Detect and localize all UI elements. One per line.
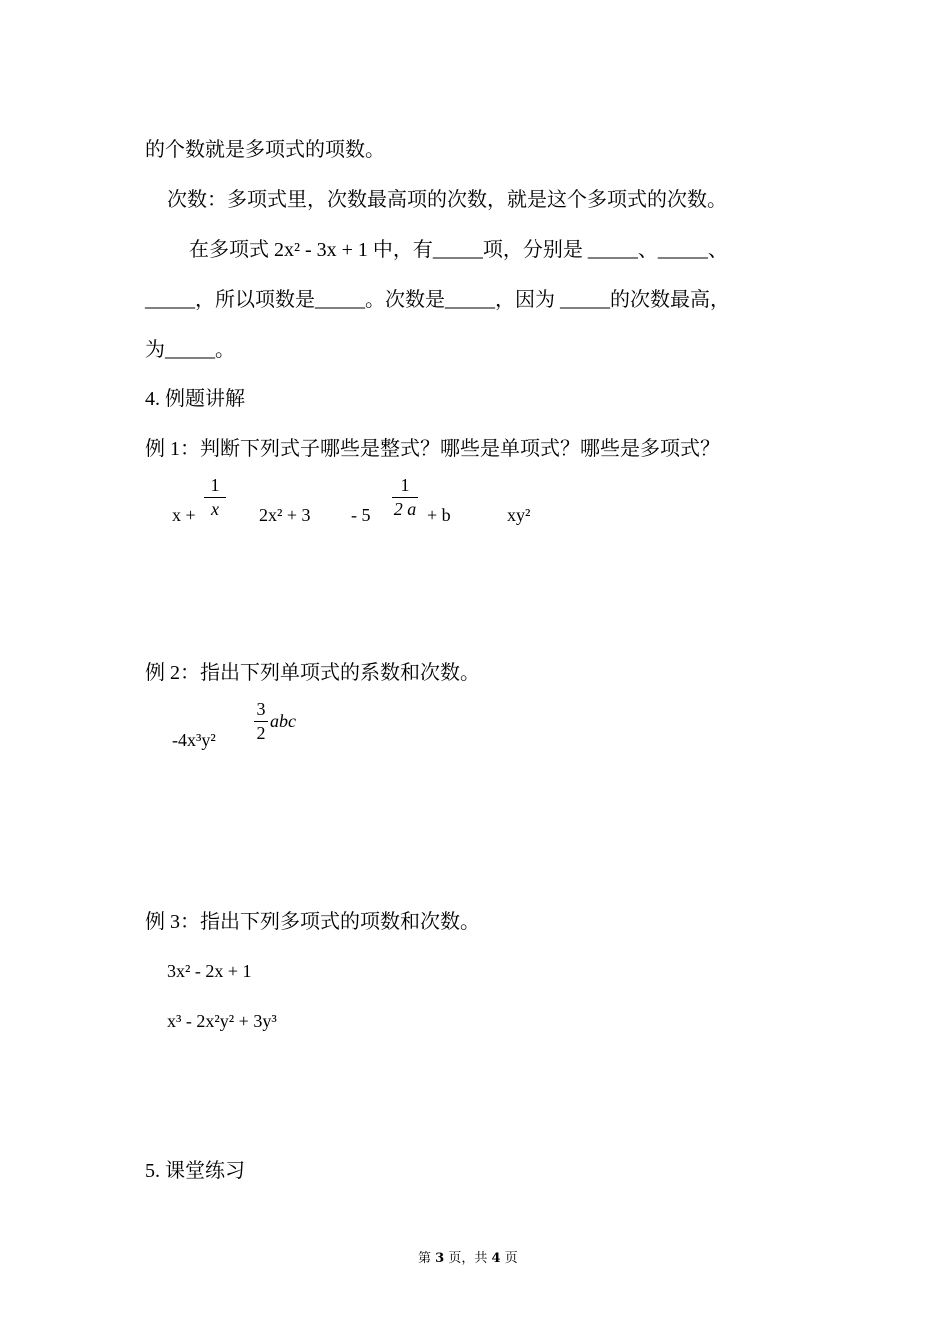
fraction-bar <box>204 497 226 498</box>
fraction-denominator: 2 a <box>393 499 417 519</box>
expr-polynomial-2: x³ - 2x²y² + 3y³ <box>167 1011 277 1031</box>
fraction-numerator: 1 <box>400 475 410 495</box>
expr-xy2: xy² <box>507 505 531 525</box>
expr-polynomial-1: 3x² - 2x + 1 <box>167 961 252 981</box>
fraction-bar <box>254 721 268 722</box>
example-2-title: 例 2：指出下列单项式的系数和次数。 <box>145 662 480 684</box>
fraction-bar <box>392 497 418 498</box>
example-1-title: 例 1：判断下列式子哪些是整式？哪些是单项式？哪些是多项式？ <box>145 438 720 460</box>
text-line-degree-blank: 为_____。 <box>145 339 235 361</box>
expr-2x2-plus-3: 2x² + 3 <box>259 505 311 525</box>
section-heading-practice: 5. 课堂练习 <box>145 1160 245 1182</box>
footer-total-pages: 4 <box>491 1251 501 1266</box>
text-line-item-count: 的个数就是多项式的项数。 <box>145 139 385 161</box>
expr-abc: abc <box>270 711 296 731</box>
footer-suffix: 页 <box>504 1251 518 1266</box>
fraction-numerator: 3 <box>256 699 266 719</box>
fraction-one-over-x <box>204 476 226 518</box>
expr-plus-b: + b <box>427 505 451 525</box>
footer-middle: 页，共 <box>448 1251 488 1266</box>
expr-monomial-neg4x3y2: -4x³y² <box>172 730 216 750</box>
fraction-denominator: x <box>211 499 219 519</box>
fraction-three-halves <box>254 700 268 742</box>
example-3-title: 例 3：指出下列多项式的项数和次数。 <box>145 911 480 933</box>
section-heading-examples: 4. 例题讲解 <box>145 388 245 410</box>
fraction-numerator: 1 <box>210 475 220 495</box>
footer-current-page: 3 <box>435 1251 445 1266</box>
fraction-one-over-2a <box>392 476 418 518</box>
text-line-polynomial-question: 在多项式 2x² - 3x + 1 中，有_____项，分别是 _____、_____、 <box>189 239 728 261</box>
footer-prefix: 第 <box>418 1251 432 1266</box>
page-footer <box>418 1247 518 1266</box>
text-line-polynomial-blanks: _____，所以项数是_____。次数是_____，因为 _____的次数最高， <box>145 289 730 311</box>
expr-minus-5: - 5 <box>351 505 371 525</box>
expr-x-plus-prefix: x + <box>172 505 196 525</box>
fraction-denominator: 2 <box>256 723 266 743</box>
text-line-degree-definition: 次数：多项式里，次数最高项的次数，就是这个多项式的次数。 <box>167 189 727 211</box>
